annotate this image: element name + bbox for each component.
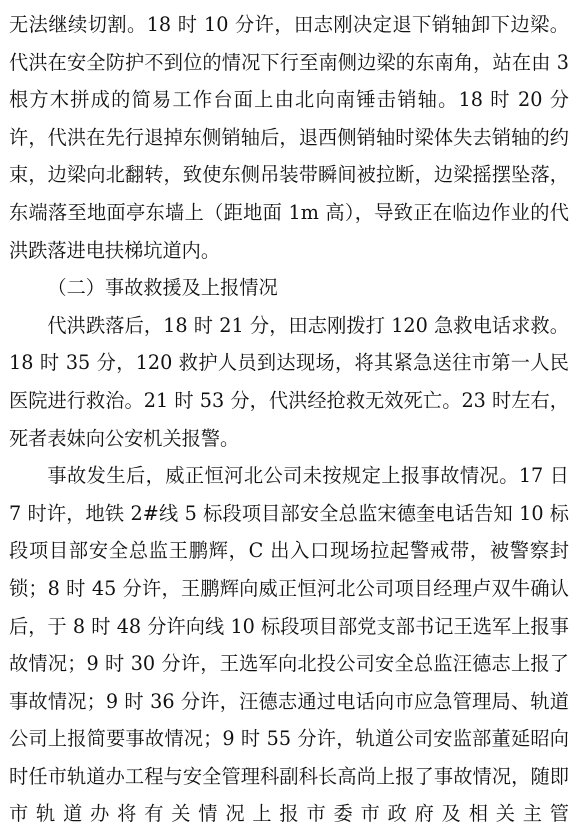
section-heading-rescue-and-report: （二）事故救援及上报情况 [47,276,278,300]
paragraph-reporting: 事故发生后，威正恒河北公司未按规定上报事故情况。17 日 7 时许，地铁 2#线 5 标段项目部安全总监宋德奎电话告知 10 标段项目部安全总监王鹏辉，C 出入口现场拉起警戒带，被警察封锁；8 时 45 分许，王鹏辉向威正恒河北公司项目经理卢双牛确认后，于 8 时 48 分许向线 10 标段项目部党支部书记王选军上报事故情况；9 时 30 分许，王选军向北投公司安全总监汪德志上报了事故情况；9 时 36 分许，汪德志通过电话向市应急管理局、轨道公司上报简要事故情况；9 时 55 分许，轨道公司安监部董延昭向时任市轨道办工程与安全管理科副科长高尚上报了事故情况，随即市轨道办将有关情况上报市委市政府及相关主管 [9,464,569,826]
paragraph-accident-process: 无法继续切割。18 时 10 分许，田志刚决定退下销轴卸下边梁。代洪在安全防护不到位的情况下行至南侧边梁的东南角，站在由 3 根方木拼成的简易工作台面上由北向南锤击销轴。18 时 20 分许，代洪在先行退掉东侧销轴后，退西侧销轴时梁体失去销轴的约束，边梁向北翻转，致使东侧吊装带瞬间被拉断，边梁摇摆坠落，东端落至地面亭东墙上（距地面 1m 高），导致正在临边作业的代洪跌落进电扶梯坑道内。 [9,13,569,262]
paragraph-rescue: 代洪跌落后，18 时 21 分，田志刚拨打 120 急救电话求救。18 时 35 分，120 救护人员到达现场，将其紧急送往市第一人民医院进行救治。21 时 53 分，代洪经抢救无效死亡。23 时左右，死者表妹向公安机关报警。 [9,313,569,450]
